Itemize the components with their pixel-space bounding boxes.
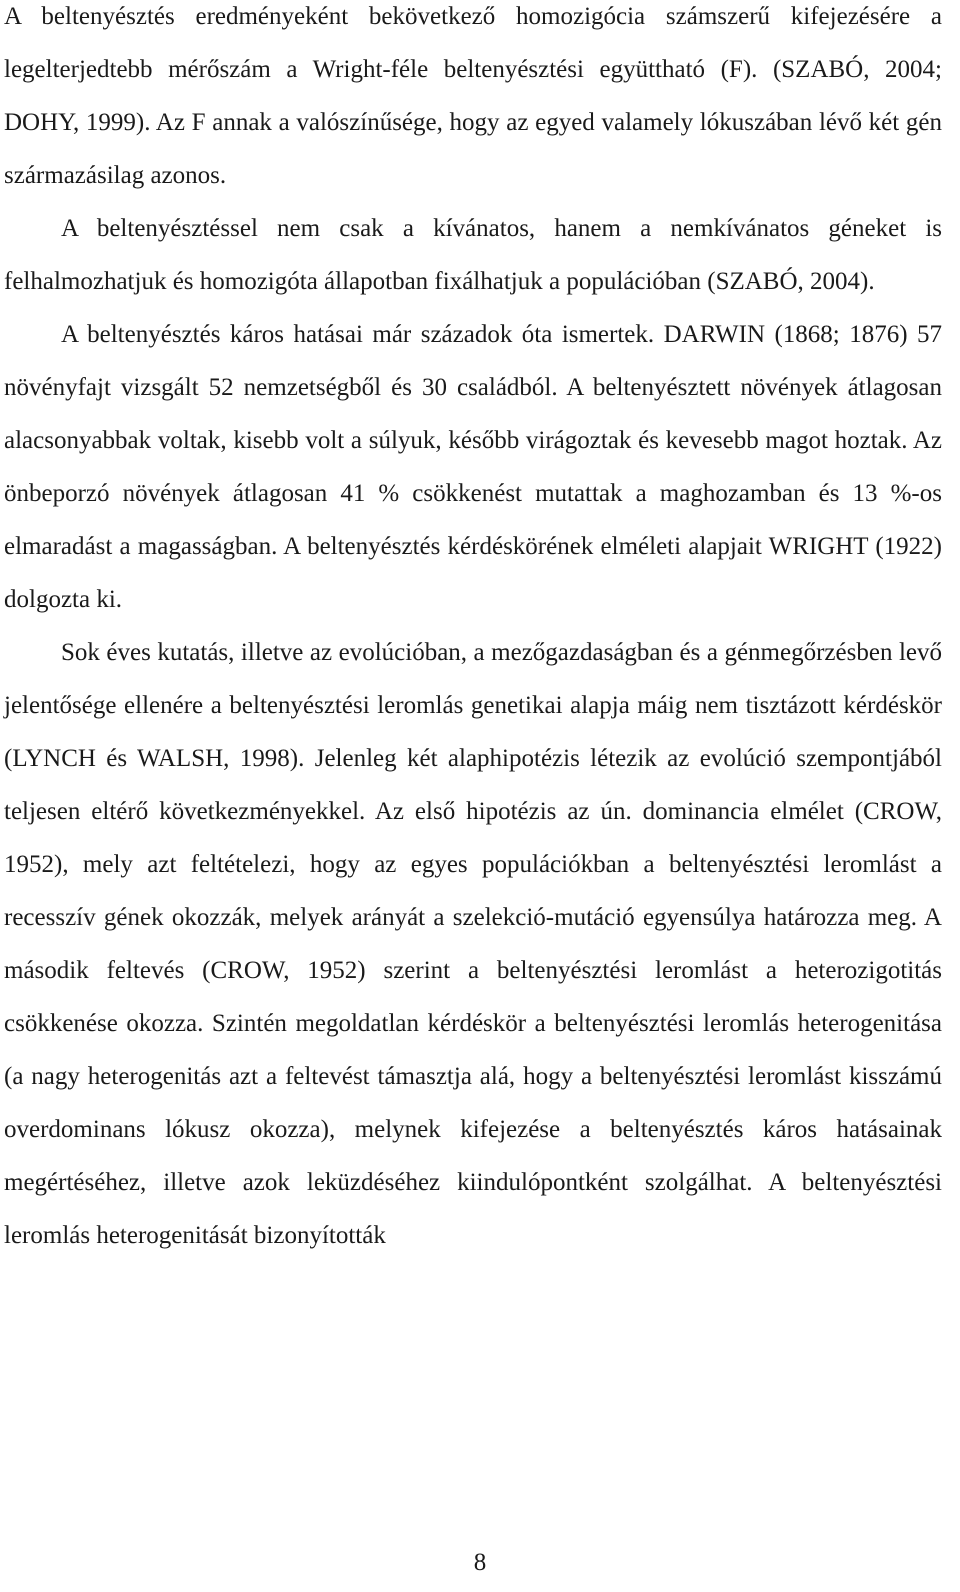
- document-page: [4, 0, 942, 1262]
- paragraph-1: A beltenyésztés eredményeként bekövetkező homozigócia számszerű kifejezésére a legelterjedtebb mérőszám a Wright-féle beltenyésztési együttható (F). (SZABÓ, 2004; DOHY, 1999). Az F annak a valószínűsége, hogy az egyed valamely lókuszában lévő két gén származásilag azonos.: [4, 3, 942, 189]
- page-number: 8: [473, 1549, 487, 1576]
- paragraph-4: Sok éves kutatás, illetve az evolúcióban, a mezőgazdaságban és a génmegőrzésben levő jelentősége ellenére a beltenyésztési leromlás genetikai alapja máig nem tisztázott kérdéskör (LYNCH és WALSH, 1998). Jelenleg két alaphipotézis létezik az evolúció szempontjából teljesen eltérő következményekkel. Az első hipotézis az ún. dominancia elmélet (CROW, 1952), mely azt feltételezi, hogy az egyes populációkban a beltenyésztési leromlást a recesszív gének okozzák, melyek arányát a szelekció-mutáció egyensúlya határozza meg. A második feltevés (CROW, 1952) szerint a beltenyésztési leromlást a heterozigotitás csökkenése okozza. Szintén megoldatlan kérdéskör a beltenyésztési leromlás heterogenitása (a nagy heterogenitás azt a feltevést támasztja alá, hogy a beltenyésztési leromlást kisszámú overdominans lókusz okozza), melynek kifejezése a beltenyésztés káros hatásainak megértéséhez, illetve azok leküzdéséhez kiindulópontként szolgálhat. A beltenyésztési leromlás heterogenitását bizonyították: [4, 639, 942, 1249]
- paragraph-2: A beltenyésztéssel nem csak a kívánatos, hanem a nemkívánatos géneket is felhalmozhatjuk és homozigóta állapotban fixálhatjuk a populációban (SZABÓ, 2004).: [4, 215, 942, 295]
- paragraph-3: A beltenyésztés káros hatásai már századok óta ismertek. DARWIN (1868; 1876) 57 növényfajt vizsgált 52 nemzetségből és 30 családból. A beltenyésztett növények átlagosan alacsonyabbak voltak, kisebb volt a súlyuk, később virágoztak és kevesebb magot hoztak. Az önbeporzó növények átlagosan 41 % csökkenést mutattak a maghozamban és 13 %-os elmaradást a magasságban. A beltenyésztés kérdéskörének elméleti alapjait WRIGHT (1922) dolgozta ki.: [4, 321, 942, 613]
